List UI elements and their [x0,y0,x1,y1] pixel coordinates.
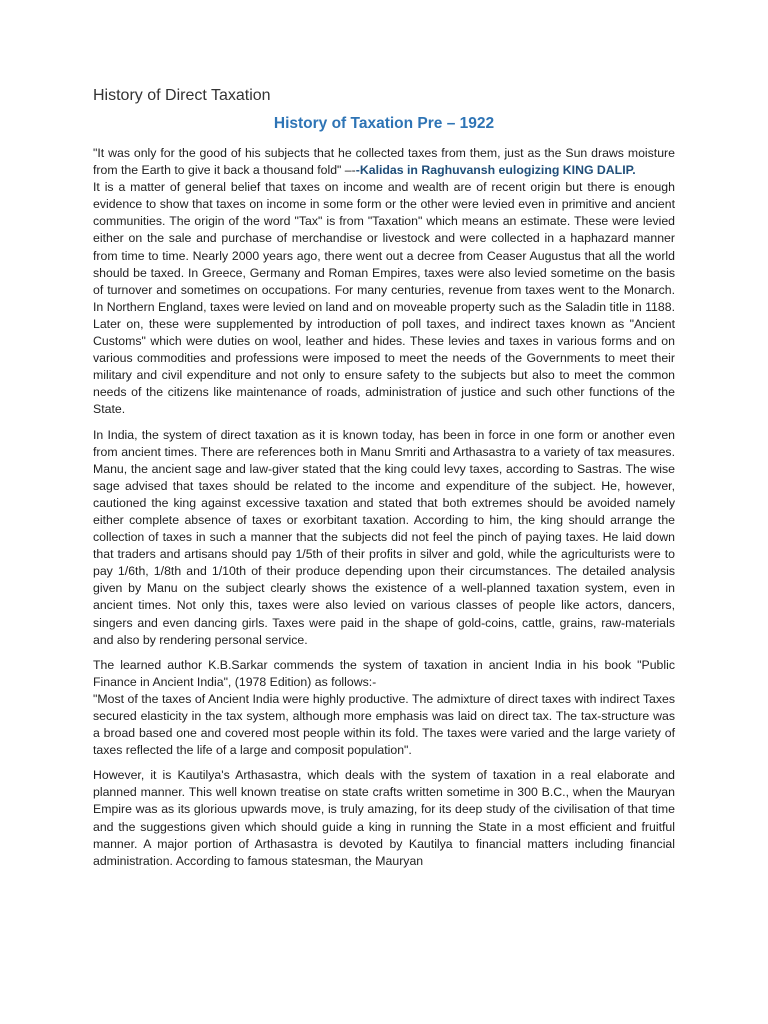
sarkar-intro: The learned author K.B.Sarkar commends the system of taxation in ancient India in his book "Public Finance in Ancient India", (1978 Edition) as follows:- [93,657,675,689]
paragraph-kautilya: However, it is Kautilya's Arthasastra, which deals with the system of taxation in a real elaborate and planned manner. This well known treatise on state crafts written sometime in 300 B.C., when the Mauryan Empire was as its glorious upwards move, is truly amazing, for its deep study of the civilisation of that time and the suggestions given which should guide a king in running the State in a most efficient and fruitful manner. A major portion of Arthasastra is devoted by Kautilya to financial matters including financial administration. According to famous statesman, the Mauryan [93,768,675,868]
document-body [93,145,675,878]
document-title: History of Direct Taxation [93,87,271,104]
paragraph-sarkar [93,657,675,760]
paragraph-origins: It is a matter of general belief that taxes on income and wealth are of recent origin but there is enough evidence to show that taxes on income in some form or the other were levied even in primitive and ancient communities. The origin of the word "Tax" is from "Taxation" which means an estimate. These were levied either on the sale and purchase of merchandise or livestock and were collected in a haphazard manner from time to time. Nearly 2000 years ago, there went out a decree from Ceaser Augustus that all the world should be taxed. In Greece, Germany and Roman Empires, taxes were also levied sometime on the basis of turnover and sometimes on occupations. For many centuries, revenue from taxes went to the Monarch. In Northern England, taxes were levied on land and on moveable property such as the Saladin title in 1188. Later on, these were supplemented by introduction of poll taxes, and indirect taxes known as "Ancient Customs" which were duties on wool, leather and hides. These levies and taxes in various forms and on various commodities and professions were imposed to meet the needs of the Governments to meet their military and civil expenditure and not only to ensure safety to the subjects but also to meet the common needs of the citizens like maintenance of roads, administration of justice and such other functions of the State. [93,180,675,417]
opening-quote [93,145,675,179]
paragraph-india: In India, the system of direct taxation as it is known today, has been in force in one form or another even from ancient times. There are references both in Manu Smriti and Arthasastra to a variety of tax measures. Manu, the ancient sage and law-giver stated that the king could levy taxes, according to Sastras. The wise sage advised that taxes should be related to the income and expenditure of the subject. He, however, cautioned the king against excessive taxation and stated that both extremes should be avoided namely either complete absence of taxes or exorbitant taxation. According to him, the king should arrange the collection of taxes in such a manner that the subjects did not feel the pinch of paying taxes. He laid down that traders and artisans should pay 1/5th of their profits in silver and gold, while the agriculturists were to pay 1/6th, 1/8th and 1/10th of their produce depending upon their circumstances. The detailed analysis given by Manu on the subject clearly shows the existence of a well-planned taxation system, even in ancient times. Not only this, taxes were also levied on various classes of people like actors, dancers, singers and even dancing girls. Taxes were paid in the shape of gold-coins, cattle, grains, raw-materials and also by rendering personal service. [93,427,675,647]
section-heading: History of Taxation Pre – 1922 [273,115,495,132]
quote-text: "It was only for the good of his subjects that he collected taxes from them, just as the Sun draws moisture from the Earth to give it back a thousand fold" –- [93,146,675,178]
quote-attribution: -Kalidas in Raghuvansh eulogizing KING DALIP. [355,163,636,178]
sarkar-quote: "Most of the taxes of Ancient India were highly productive. The admixture of direct taxes with indirect Taxes secured elasticity in the tax system, although more emphasis was laid on direct tax. The tax-structure was a broad based one and covered most people within its fold. The taxes were varied and the large variety of taxes reflected the life of a large and composit population". [93,691,675,758]
